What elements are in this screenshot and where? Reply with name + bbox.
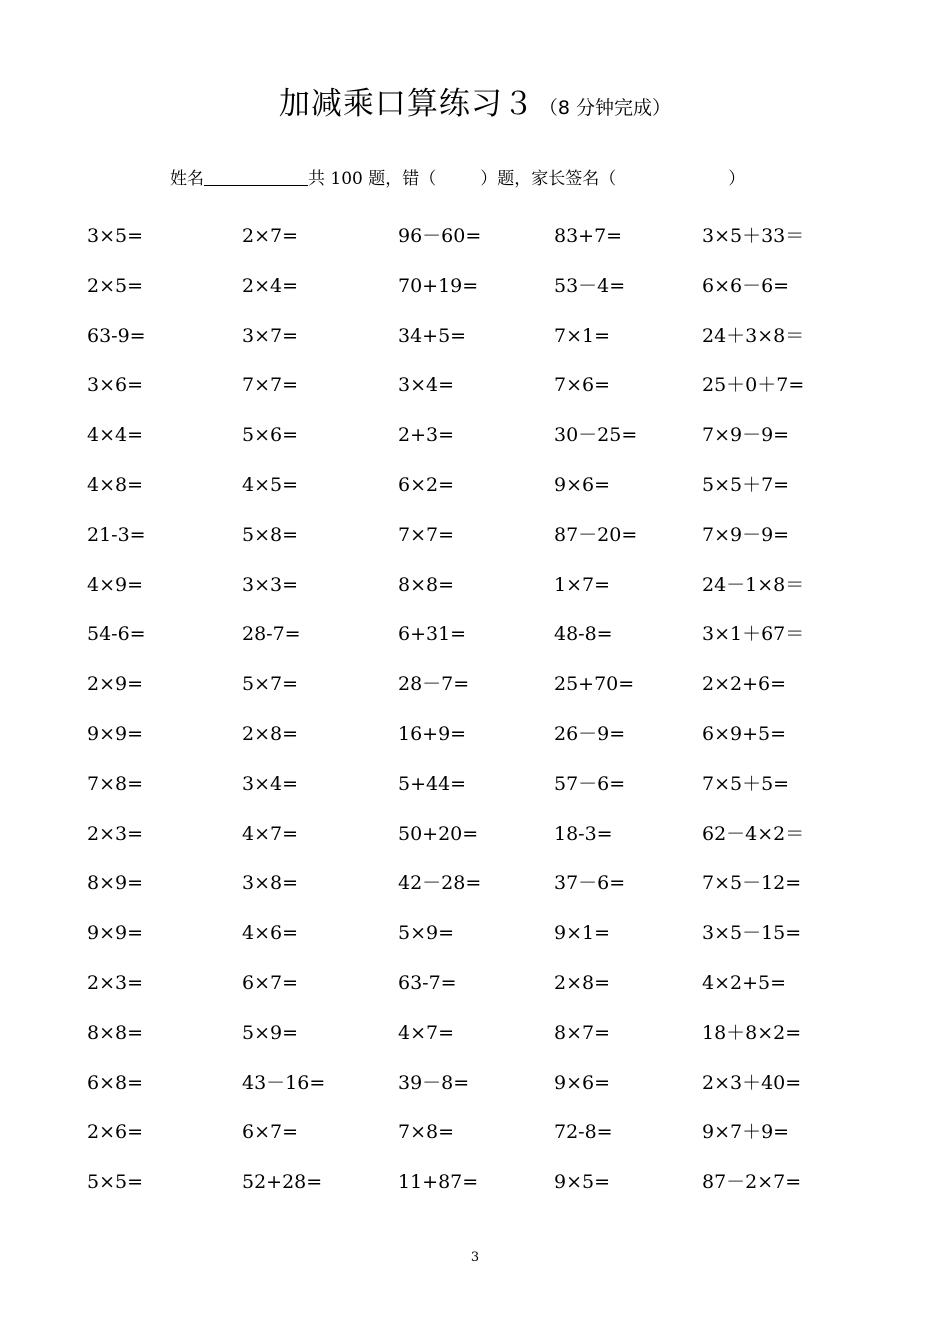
problem-item: 9×9= [87, 722, 144, 745]
problem-item: 7×6= [554, 374, 611, 397]
problem-item: 3×8= [242, 872, 299, 895]
problem-item: 48-8= [554, 623, 613, 646]
problem-item: 2+3= [398, 424, 455, 447]
problem-item: 2×6= [87, 1121, 144, 1144]
worksheet-title [0, 78, 950, 123]
problem-item: 2×3= [87, 971, 144, 994]
problem-item: 50+20= [398, 822, 479, 845]
problem-item: 2×3= [87, 822, 144, 845]
problem-item: 7×8= [87, 772, 144, 795]
problem-item: 3×4= [242, 772, 299, 795]
problem-item: 25+70= [554, 673, 635, 696]
problem-item: 18＋8×2= [702, 1021, 802, 1044]
problem-item: 63-7= [398, 971, 457, 994]
problem-item: 8×7= [554, 1021, 611, 1044]
problem-item: 54-6= [87, 623, 146, 646]
problem-item: 87－2×7= [702, 1171, 802, 1194]
problem-item: 5×5= [87, 1171, 144, 1194]
name-label: 姓名 [170, 169, 204, 189]
problem-item: 6×8= [87, 1071, 144, 1094]
problem-item: 42－28= [398, 872, 482, 895]
problem-item: 2×2+6= [702, 673, 787, 696]
problem-item: 5×9= [242, 1021, 299, 1044]
problem-row [0, 1065, 950, 1115]
problem-row [0, 1015, 950, 1065]
problem-item: 26－9= [554, 722, 626, 745]
name-blank-line [204, 167, 308, 186]
problem-item: 7×9－9= [702, 523, 790, 546]
problem-item: 9×9= [87, 922, 144, 945]
problem-item: 70+19= [398, 274, 479, 297]
problem-row [0, 965, 950, 1015]
problem-row [0, 915, 950, 965]
problem-row [0, 1114, 950, 1164]
problem-item: 62－4×2＝ [702, 822, 805, 845]
problem-item: 2×9= [87, 673, 144, 696]
problem-item: 4×4= [87, 424, 144, 447]
problem-row [0, 1164, 950, 1214]
problem-row [0, 567, 950, 617]
problem-item: 3×1＋67＝ [702, 623, 805, 646]
problem-item: 7×8= [398, 1121, 455, 1144]
problem-row [0, 865, 950, 915]
problem-row [0, 616, 950, 666]
problem-row [0, 517, 950, 567]
problem-item: 4×5= [242, 473, 299, 496]
problem-item: 3×5＋33＝ [702, 225, 805, 247]
problem-item: 6×6－6= [702, 274, 790, 297]
problem-item: 87－20= [554, 523, 638, 546]
problem-row [0, 766, 950, 816]
problem-item: 2×7= [242, 225, 299, 247]
problem-item: 6×9+5= [702, 722, 787, 745]
problem-item: 8×8= [87, 1021, 144, 1044]
problem-item: 4×7= [242, 822, 299, 845]
problem-item: 9×5= [554, 1171, 611, 1194]
problem-item: 30－25= [554, 424, 638, 447]
problem-item: 2×4= [242, 274, 299, 297]
total-count-text: 共 100 题，错（ [308, 169, 437, 189]
problem-item: 4×7= [398, 1021, 455, 1044]
problem-item: 9×7＋9= [702, 1121, 790, 1144]
problem-item: 5+44= [398, 772, 467, 795]
problem-item: 6×2= [398, 473, 455, 496]
problem-item: 63-9= [87, 324, 146, 347]
problem-row [0, 467, 950, 517]
problem-item: 72-8= [554, 1121, 613, 1144]
problem-item: 2×3＋40= [702, 1071, 802, 1094]
problem-item: 9×1= [554, 922, 611, 945]
problem-row [0, 716, 950, 766]
problem-item: 28－7= [398, 673, 470, 696]
problem-item: 9×6= [554, 473, 611, 496]
problem-row [0, 367, 950, 417]
problem-item: 18-3= [554, 822, 613, 845]
problem-item: 28-7= [242, 623, 301, 646]
wrong-count-close: ）题，家长签名（ [480, 169, 617, 189]
problem-item: 1×7= [554, 573, 611, 596]
problem-item: 7×5＋5= [702, 772, 790, 795]
problem-item: 7×5－12= [702, 872, 802, 895]
problem-item: 7×1= [554, 324, 611, 347]
problem-grid [0, 218, 950, 1214]
problem-item: 34+5= [398, 324, 467, 347]
problem-row [0, 816, 950, 866]
problem-item: 3×6= [87, 374, 144, 397]
student-info-line [170, 164, 745, 189]
problem-item: 2×8= [242, 722, 299, 745]
problem-item: 2×8= [554, 971, 611, 994]
problem-item: 16+9= [398, 722, 467, 745]
problem-row [0, 218, 950, 268]
problem-item: 3×5－15= [702, 922, 802, 945]
problem-item: 5×8= [242, 523, 299, 546]
problem-item: 5×5＋7= [702, 473, 790, 496]
problem-row [0, 417, 950, 467]
problem-item: 57－6= [554, 772, 626, 795]
problem-item: 6×7= [242, 971, 299, 994]
title-subtitle: （8 分钟完成） [538, 97, 672, 119]
problem-item: 3×4= [398, 374, 455, 397]
problem-item: 37－6= [554, 872, 626, 895]
signature-close: ） [728, 169, 746, 189]
problem-item: 43－16= [242, 1071, 326, 1094]
problem-row [0, 666, 950, 716]
problem-item: 9×6= [554, 1071, 611, 1094]
problem-item: 96－60= [398, 225, 482, 247]
problem-item: 39－8= [398, 1071, 470, 1094]
problem-item: 2×5= [87, 274, 144, 297]
problem-item: 7×7= [242, 374, 299, 397]
problem-item: 8×9= [87, 872, 144, 895]
problem-item: 3×5= [87, 225, 144, 247]
problem-item: 4×2+5= [702, 971, 787, 994]
title-main: 加减乘口算练习３ [278, 86, 535, 122]
problem-item: 53－4= [554, 274, 626, 297]
page-number: 3 [470, 1250, 480, 1265]
problem-item: 6+31= [398, 623, 467, 646]
problem-item: 4×6= [242, 922, 299, 945]
problem-item: 24＋3×8＝ [702, 324, 805, 347]
problem-item: 24－1×8＝ [702, 573, 805, 596]
problem-item: 5×6= [242, 424, 299, 447]
problem-item: 52+28= [242, 1171, 323, 1194]
problem-item: 4×9= [87, 573, 144, 596]
problem-item: 8×8= [398, 573, 455, 596]
problem-item: 6×7= [242, 1121, 299, 1144]
problem-item: 25＋0＋7= [702, 374, 805, 397]
problem-item: 83+7= [554, 225, 623, 247]
problem-item: 11+87= [398, 1171, 479, 1194]
problem-row [0, 268, 950, 318]
problem-item: 21-3= [87, 523, 146, 546]
problem-item: 5×7= [242, 673, 299, 696]
problem-item: 5×9= [398, 922, 455, 945]
problem-item: 3×7= [242, 324, 299, 347]
problem-item: 3×3= [242, 573, 299, 596]
problem-row [0, 318, 950, 368]
problem-item: 4×8= [87, 473, 144, 496]
problem-item: 7×7= [398, 523, 455, 546]
problem-item: 7×9－9= [702, 424, 790, 447]
